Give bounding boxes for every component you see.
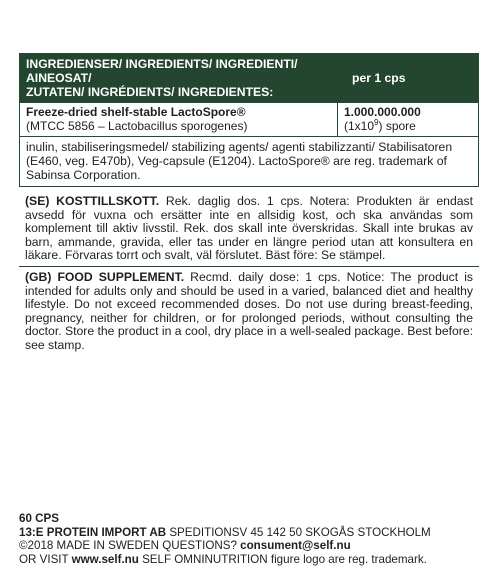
gb-section: [19, 266, 479, 356]
ingredients-header-line2: ZUTATEN/ INGRÉDIENTS/ INGREDIENTES:: [26, 85, 274, 99]
ingredient-amount-sub-suffix: ) spore: [378, 119, 416, 133]
copyright-line: [19, 539, 489, 553]
gb-heading: (GB) FOOD SUPPLEMENT.: [25, 269, 185, 284]
ingredient-strain: (MTCC 5856 – Lactobacillus sporogenes): [26, 119, 248, 133]
gb-text: Recmd. daily dose: 1 cps. Notice: The product is intended for adults only and should be used in a varied, balanced diet and healthy lifestyle. Do not exceed recommended doses. Do not use during breast-feeding, pregnancy, neither for children, or for prolonged periods, without consulting the doctor. Store the product in a cool, dry place in a well-sealed package. Best before: see stamp.: [25, 269, 473, 352]
se-text: Rek. daglig dos. 1 cps. Notera: Produkten är endast avsedd för vuxna och ersätter inte en allsidig kost, och ska användas som komplement till aktiv livsstil. Rek. dos skall inte överskridas. Skall inte brukas av barn, ammande, gravida, eller tas under en längre period utan att konsultera en läkare. Förvaras torrt och svalt, väl förslutet. Bäst före: Se stämpel.: [25, 194, 474, 263]
ingredient-amount-sub-prefix: (1x10: [344, 119, 375, 133]
company-line: [19, 526, 489, 540]
or-visit-text: OR VISIT: [19, 552, 72, 566]
ingredients-header: [20, 54, 478, 102]
ingredient-amount-sub: [344, 119, 472, 133]
ingredient-amount-exponent: 9: [374, 118, 379, 127]
se-section: [19, 191, 479, 266]
ingredients-header-right: [346, 57, 474, 99]
ingredient-name: Freeze-dried shelf-stable LactoSpore®: [26, 105, 246, 119]
website-link: www.self.nu: [71, 552, 139, 566]
ingredient-amount-cell: [337, 103, 478, 136]
ingredients-table: [19, 53, 479, 187]
ingredient-name-cell: [20, 103, 337, 136]
trademark-text: SELF OMNINUTRITION figure logo are reg. trademark.: [138, 552, 427, 566]
ingredients-header-line1: INGREDIENSER/ INGREDIENTS/ INGREDIENTI/ AINEOSAT/: [26, 57, 298, 85]
capsule-count: 60 CPS: [19, 512, 59, 525]
other-ingredients: inulin, stabiliseringsmedel/ stabilizing agents/ agenti stabilizzanti/ Stabilisatoren (E460, veg. E470b), Veg-capsule (E1204). LactoSpore® are reg. trademark of Sabinsa Corporation.: [20, 136, 478, 186]
company-name: 13:E PROTEIN IMPORT AB: [19, 525, 167, 539]
label-footer: [19, 512, 489, 566]
website-line: [19, 553, 489, 567]
supplement-label: [19, 53, 479, 356]
ingredient-row: [20, 102, 478, 136]
ingredients-header-left: [26, 57, 346, 99]
contact-email: consument@self.nu: [240, 539, 351, 552]
copyright-text: ©2018 MADE IN SWEDEN QUESTIONS?: [19, 539, 241, 552]
per-serving-header: per 1 cps: [352, 71, 406, 85]
ingredient-amount: 1.000.000.000: [344, 105, 421, 119]
se-heading: (SE) KOSTTILLSKOTT.: [25, 194, 160, 208]
company-address: SPEDITIONSV 45 142 50 SKOGÅS STOCKHOLM: [166, 525, 431, 539]
